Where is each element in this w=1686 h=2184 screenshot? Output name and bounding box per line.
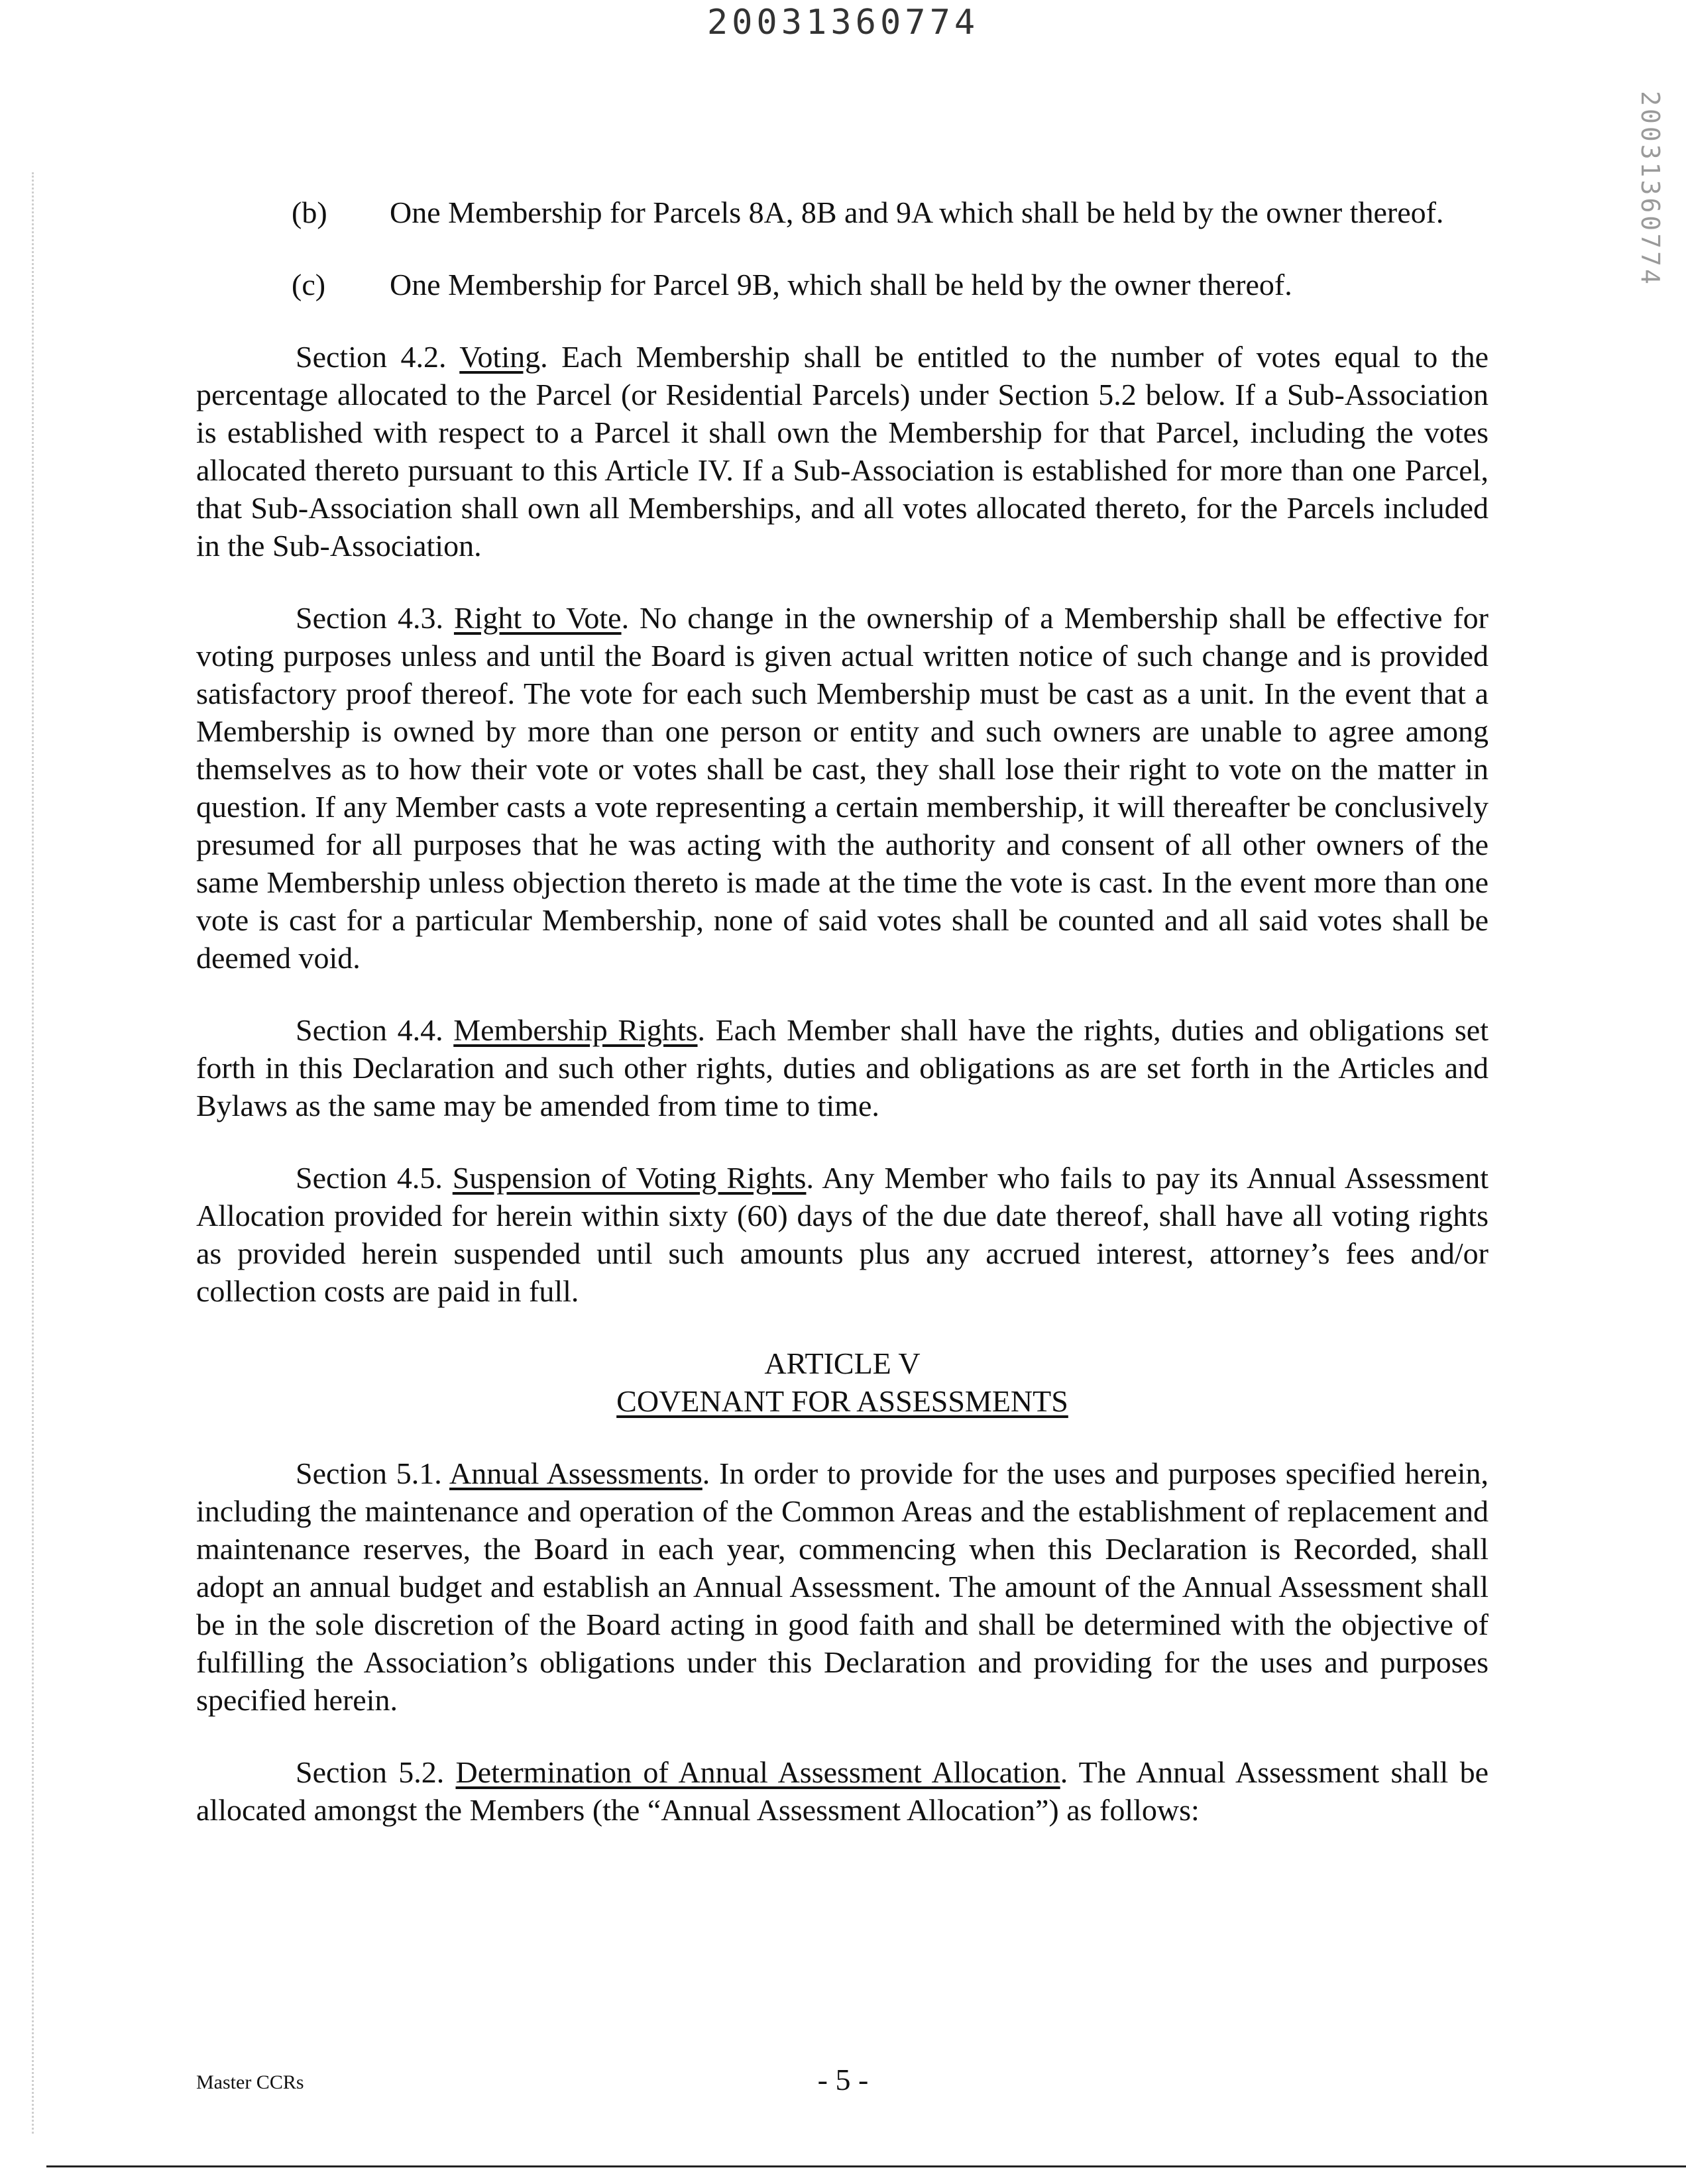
section-number: Section 5.1. xyxy=(296,1456,442,1490)
section-5-2 xyxy=(196,1753,1489,1829)
side-stamp xyxy=(1630,80,1670,298)
section-title: Voting xyxy=(459,340,541,374)
article-number: ARTICLE V xyxy=(764,1346,921,1380)
list-item-text: One Membership for Parcels 8A, 8B and 9A which shall be held by the owner thereof. xyxy=(390,195,1444,229)
left-edge-artifact xyxy=(32,172,34,2134)
section-title: Right to Vote xyxy=(453,601,622,635)
section-4-5 xyxy=(196,1159,1489,1310)
section-title: Suspension of Voting Rights xyxy=(452,1161,807,1195)
list-item-c xyxy=(196,266,1489,303)
document-body xyxy=(196,193,1489,1863)
section-body: . Each Membership shall be entitled to the number of votes equal to the percentage allocated to the Parcel (or Residential Parcels) under Section 5.2 below. If a Sub-Association is established with respect to a Parcel it shall own the Membership for that Parcel, including the votes allocated thereto pursuant to this Article IV. If a Sub-Association is established for more than one Parcel, that Sub-Association shall own all Memberships, and all votes allocated thereto, for the Parcels included in the Sub-Association. xyxy=(196,340,1489,563)
section-4-4 xyxy=(196,1011,1489,1124)
list-item-b xyxy=(196,193,1489,231)
article-heading xyxy=(196,1344,1489,1420)
document-number: 20031360774 xyxy=(706,3,980,42)
section-number: Section 4.4. xyxy=(296,1013,443,1047)
list-item-label: (b) xyxy=(292,195,327,229)
section-number: Section 5.2. xyxy=(296,1755,445,1789)
article-title: COVENANT FOR ASSESSMENTS xyxy=(616,1384,1068,1418)
page-number: - 5 - xyxy=(817,2063,869,2097)
section-4-2 xyxy=(196,338,1489,565)
section-title: Membership Rights xyxy=(453,1013,698,1047)
section-body: . The Annual Assessment shall be allocated amongst the Members (the “Annual Assessment Allocation”) as follows: xyxy=(196,1755,1489,1827)
section-4-3 xyxy=(196,599,1489,977)
side-stamp-text: 20031360774 xyxy=(1636,91,1665,287)
section-body: . No change in the ownership of a Membership shall be effective for voting purposes unless and until the Board is given actual written notice of such change and is provided satisfactory proof thereof. The vote for each such Membership must be cast as a unit. In the event that a Membership is owned by more than one person or entity and such owners are unable to agree among themselves as to how their vote or votes shall be cast, they shall lose their right to vote on the matter in question. If any Member casts a vote representing a certain membership, it will thereafter be conclusively presumed for all purposes that he was acting with the authority and consent of all other owners of the same Membership unless objection thereto is made at the time the vote is cast. In the event more than one vote is cast for a particular Membership, none of said votes shall be counted and all said votes shall be deemed void. xyxy=(196,601,1489,975)
section-body: . Any Member who fails to pay its Annual Assessment Allocation provided for herein within sixty (60) days of the due date thereof, shall have all voting rights as provided herein suspended until such amounts plus any accrued interest, attorney’s fees and/or collection costs are paid in full. xyxy=(196,1161,1489,1308)
section-title: Annual Assessments xyxy=(449,1456,702,1490)
section-5-1 xyxy=(196,1454,1489,1719)
section-number: Section 4.5. xyxy=(296,1161,443,1195)
bottom-rule xyxy=(46,2165,1686,2167)
section-number: Section 4.2. xyxy=(296,340,447,374)
footer-document-name: Master CCRs xyxy=(196,2071,304,2093)
section-number: Section 4.3. xyxy=(296,601,443,635)
section-title: Determination of Annual Assessment Allocation xyxy=(455,1755,1060,1789)
list-item-label: (c) xyxy=(292,268,326,301)
list-item-text: One Membership for Parcel 9B, which shall be held by the owner thereof. xyxy=(390,268,1292,301)
section-body: . In order to provide for the uses and purposes specified herein, including the maintenance and operation of the Common Areas and the establishment of replacement and maintenance reserves, the Board in each year, commencing when this Declaration is Recorded, shall adopt an annual budget and establish an Annual Assessment. The amount of the Annual Assessment shall be in the sole discretion of the Board acting in good faith and shall be determined with the objective of fulfilling the Association’s obligations under this Declaration and providing for the uses and purposes specified herein. xyxy=(196,1456,1489,1717)
section-body: . Each Member shall have the rights, duties and obligations set forth in this Declaration and such other rights, duties and obligations as are set forth in the Articles and Bylaws as the same may be amended from time to time. xyxy=(196,1013,1489,1122)
